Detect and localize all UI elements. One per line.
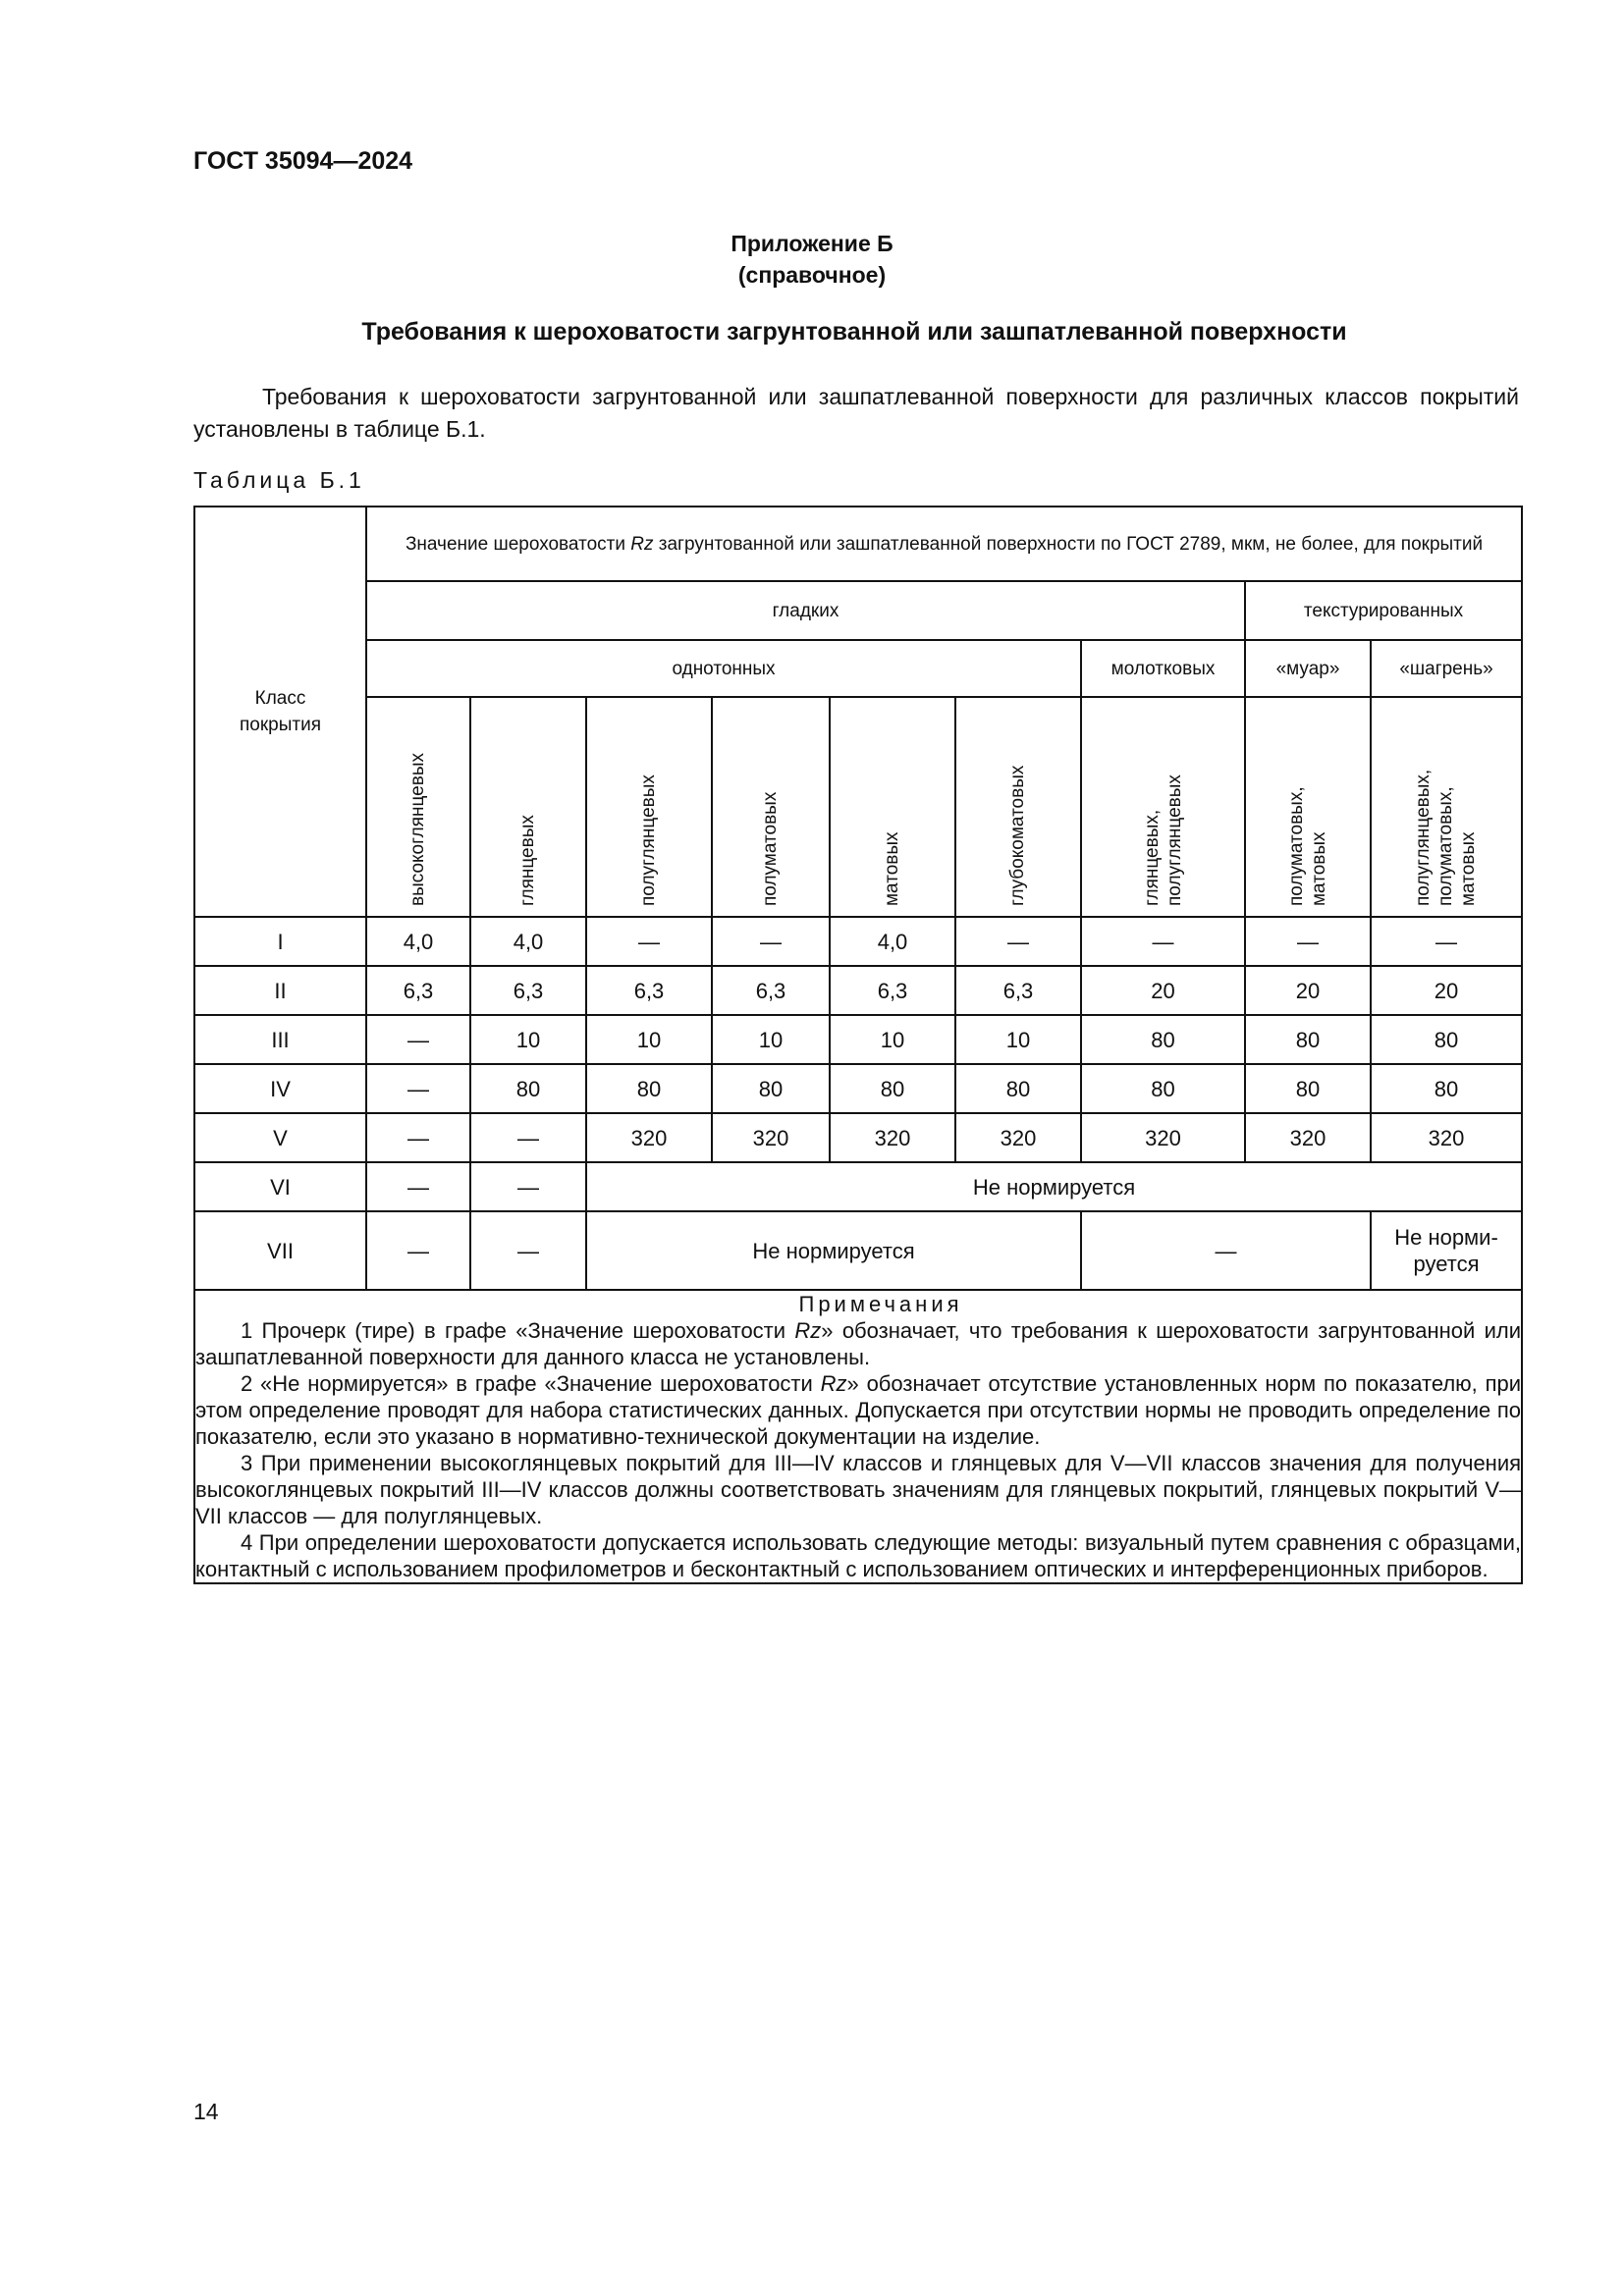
value-cell: 320	[1245, 1113, 1371, 1162]
value-cell: —	[470, 1211, 586, 1290]
notes-cell	[194, 1290, 1522, 1583]
appendix-title: Приложение Б	[731, 231, 893, 256]
value-cell: 320	[1081, 1113, 1245, 1162]
merged-value-cell: Не нормируется	[586, 1211, 1081, 1290]
value-cell: —	[366, 1211, 470, 1290]
col-label: высокоглянцевых	[407, 753, 428, 906]
value-cell: 20	[1245, 966, 1371, 1015]
value-cell: 80	[1245, 1015, 1371, 1064]
col-label: матовых	[882, 831, 902, 906]
class-header: Класс покрытия	[240, 688, 321, 735]
col-header	[1081, 697, 1245, 917]
col-header	[1245, 697, 1371, 917]
value-cell: 4,0	[830, 917, 955, 966]
document-id: ГОСТ 35094—2024	[193, 147, 413, 175]
value-cell: —	[366, 1064, 470, 1113]
value-header-cell	[366, 507, 1522, 581]
value-cell: —	[366, 1015, 470, 1064]
value-cell: —	[470, 1162, 586, 1211]
note-1-post: » обозначает, что требования к шероховатости загрунтованной или зашпатлеванной поверхности для данного класса не установлены.	[195, 1318, 1522, 1369]
col-label-line: полуглянцевых,	[1413, 769, 1435, 906]
value-cell	[1371, 1211, 1522, 1290]
value-cell: 6,3	[955, 966, 1081, 1015]
value-cell: 320	[830, 1113, 955, 1162]
value-cell: —	[1081, 917, 1245, 966]
col-header	[955, 697, 1081, 917]
value-cell: 20	[1371, 966, 1522, 1015]
value-cell: 10	[470, 1015, 586, 1064]
value-cell: 4,0	[470, 917, 586, 966]
note-2-post: » обозначает отсутствие установленных норм по показателю, при этом определение проводят для набора статистических данных. Допускается при отсутствии нормы не проводить определение по показателю, если это указано в нормативно-технической документации на изделие.	[195, 1371, 1522, 1449]
col-label	[1141, 774, 1186, 906]
col-label: полуматовых	[760, 791, 781, 906]
textured-header: текстурированных	[1245, 581, 1522, 640]
value-cell: —	[586, 917, 712, 966]
value-cell: 10	[586, 1015, 712, 1064]
value-cell: 6,3	[366, 966, 470, 1015]
value-cell: 6,3	[830, 966, 955, 1015]
wrapped-value: Не норми-руется	[1394, 1225, 1498, 1276]
value-cell: 320	[586, 1113, 712, 1162]
class-cell: VI	[194, 1162, 366, 1211]
col-label: глубокоматовых	[1007, 765, 1028, 906]
value-cell: 10	[830, 1015, 955, 1064]
col-header	[1371, 697, 1522, 917]
note-1	[195, 1317, 1521, 1370]
value-cell: —	[470, 1113, 586, 1162]
value-cell: —	[366, 1113, 470, 1162]
col-header	[712, 697, 830, 917]
note-4: 4 При определении шероховатости допускается использовать следующие методы: визуальный путем сравнения с образцами, контактный с использованием профилометров и бесконтактный с использованием оптических и интерференционных приборов.	[195, 1530, 1522, 1581]
plain-header: однотонных	[366, 640, 1081, 697]
value-cell: 80	[1245, 1064, 1371, 1113]
value-cell: 10	[712, 1015, 830, 1064]
moire-header: «муар»	[1245, 640, 1371, 697]
note-2-pre: 2 «Не нормируется» в графе «Значение шероховатости	[241, 1371, 821, 1396]
class-cell: VII	[194, 1211, 366, 1290]
col-label	[1412, 770, 1480, 906]
value-cell: 80	[1081, 1064, 1245, 1113]
roughness-table	[193, 506, 1523, 1584]
table-row	[194, 1211, 1522, 1290]
value-cell: 80	[1371, 1064, 1522, 1113]
col-label-line: полуматовых,	[1286, 786, 1307, 906]
col-label	[1285, 786, 1330, 906]
class-cell: III	[194, 1015, 366, 1064]
value-cell: 6,3	[470, 966, 586, 1015]
value-cell: 80	[470, 1064, 586, 1113]
rz-symbol: Rz	[820, 1371, 847, 1396]
rz-symbol: Rz	[794, 1318, 822, 1343]
value-cell: 80	[955, 1064, 1081, 1113]
page-number: 14	[193, 2099, 219, 2124]
notes-title: Примечания	[798, 1292, 963, 1316]
value-cell: 80	[712, 1064, 830, 1113]
col-header	[366, 697, 470, 917]
value-cell: 4,0	[366, 917, 470, 966]
class-cell: I	[194, 917, 366, 966]
section-heading: Требования к шероховатости загрунтованной или зашпатлеванной поверхности	[361, 318, 1347, 346]
table-title: Таблица Б.1	[193, 467, 365, 493]
value-header-post: загрунтованной или зашпатлеванной поверхности по ГОСТ 2789, мкм, не более, для покрытий	[653, 533, 1484, 555]
merged-value-cell: Не нормируется	[586, 1162, 1522, 1211]
col-header	[586, 697, 712, 917]
shagreen-header: «шагрень»	[1371, 640, 1522, 697]
value-cell: 20	[1081, 966, 1245, 1015]
note-3: 3 При применении высокоглянцевых покрытий для III—IV классов и глянцевых для V—VII классов значения для получения высокоглянцевых покрытий III—IV классов должны соответствовать значениям для глянцевых покрытий, глянцевых покрытий V—VII классов — для полуглянцевых.	[195, 1451, 1522, 1528]
note-2	[195, 1370, 1521, 1450]
col-label-line: полуматовых,	[1435, 786, 1457, 906]
merged-value-cell: —	[1081, 1211, 1371, 1290]
table-row	[194, 966, 1522, 1015]
note-1-pre: 1 Прочерк (тире) в графе «Значение шероховатости	[241, 1318, 795, 1343]
rz-symbol: Rz	[630, 533, 654, 555]
value-cell: 320	[712, 1113, 830, 1162]
value-cell: —	[366, 1162, 470, 1211]
table-row	[194, 1113, 1522, 1162]
col-label-line: матовых	[1309, 831, 1329, 906]
intro-text: Требования к шероховатости загрунтованной или зашпатлеванной поверхности для различных классов покрытий установлены в таблице Б.1.	[193, 384, 1519, 442]
col-label-line: полуглянцевых	[1164, 774, 1185, 906]
col-header	[830, 697, 955, 917]
class-header-cell	[194, 507, 366, 917]
hammer-header: молотковых	[1081, 640, 1245, 697]
class-cell: II	[194, 966, 366, 1015]
value-cell: —	[1245, 917, 1371, 966]
table-row	[194, 917, 1522, 966]
intro-paragraph	[193, 381, 1519, 446]
class-cell: IV	[194, 1064, 366, 1113]
value-cell: —	[712, 917, 830, 966]
value-cell: 320	[1371, 1113, 1522, 1162]
value-cell: 80	[1371, 1015, 1522, 1064]
value-cell: 6,3	[712, 966, 830, 1015]
col-label-line: глянцевых,	[1141, 809, 1163, 906]
smooth-header: гладких	[366, 581, 1245, 640]
class-cell: V	[194, 1113, 366, 1162]
col-header	[470, 697, 586, 917]
value-cell: 320	[955, 1113, 1081, 1162]
appendix-header	[0, 228, 1624, 291]
value-header-pre: Значение шероховатости	[405, 533, 631, 555]
value-cell: 10	[955, 1015, 1081, 1064]
col-label: глянцевых	[517, 815, 538, 906]
value-cell: —	[955, 917, 1081, 966]
table-row	[194, 1015, 1522, 1064]
roughness-table-container	[193, 506, 1521, 1709]
appendix-type: (справочное)	[737, 262, 887, 288]
table-row	[194, 1162, 1522, 1211]
value-cell: 6,3	[586, 966, 712, 1015]
value-cell: —	[1371, 917, 1522, 966]
col-label: полуглянцевых	[638, 774, 659, 906]
table-row	[194, 1064, 1522, 1113]
value-cell: 80	[586, 1064, 712, 1113]
value-cell: 80	[830, 1064, 955, 1113]
col-label-line: матовых	[1458, 831, 1480, 906]
value-cell: 80	[1081, 1015, 1245, 1064]
